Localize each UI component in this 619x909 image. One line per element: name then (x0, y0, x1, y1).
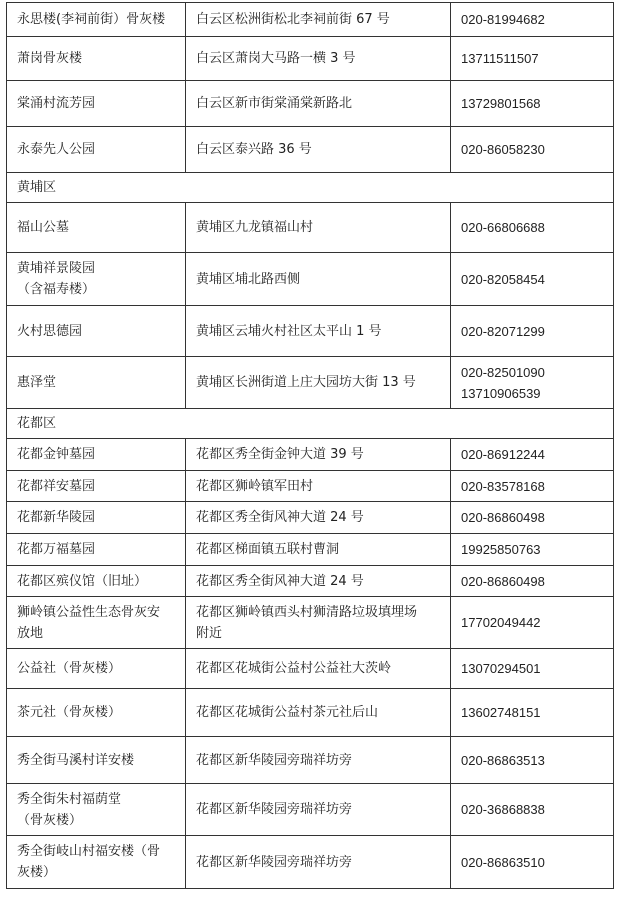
address-cell-text: 花都区狮岭镇军田村 (196, 478, 314, 494)
address-cell (186, 502, 451, 534)
facility-name-cell (7, 689, 186, 737)
address-cell (186, 127, 451, 173)
table-row (7, 306, 614, 357)
address-cell-text: 白云区新市街棠涌棠新路北 (196, 96, 353, 111)
facility-name-cell-text: 火村思德园 (17, 323, 83, 339)
facility-name-cell-text: 秀全街岐山村福安楼（骨 灰楼） (17, 844, 161, 880)
table-row (7, 649, 614, 689)
facility-name-cell (7, 3, 186, 37)
address-cell-text: 花都区梯面镇五联村曹洞 (196, 542, 340, 557)
address-cell (186, 81, 451, 127)
phone-cell (451, 81, 614, 127)
facility-name-cell (7, 534, 186, 566)
address-cell (186, 37, 451, 81)
address-cell-text: 白云区松洲街松北李祠前街 67 号 (196, 12, 390, 27)
phone-cell-text: 020-86912244 (461, 447, 545, 462)
facility-name-cell (7, 203, 186, 253)
table-row (7, 357, 614, 409)
address-cell (186, 3, 451, 37)
phone-cell-text: 020-86863513 (461, 752, 545, 768)
phone-cell (451, 597, 614, 649)
facility-name-cell-text: 福山公墓 (17, 220, 70, 235)
table-row (7, 737, 614, 784)
address-cell (186, 306, 451, 357)
phone-cell-text: 020-86058230 (461, 142, 545, 157)
facility-name-cell (7, 597, 186, 649)
section-title: 花都区 (7, 409, 614, 439)
facility-name-cell-text: 永思楼(李祠前街）骨灰楼 (17, 12, 166, 27)
phone-cell (451, 357, 614, 409)
facility-name-cell-text: 萧岗骨灰楼 (17, 51, 83, 66)
phone-cell-text: 020-83578168 (461, 478, 545, 494)
facility-name-cell (7, 357, 186, 409)
address-cell-text: 花都区新华陵园旁瑞祥坊旁 (196, 752, 353, 768)
table-row (7, 784, 614, 836)
table-row (7, 836, 614, 889)
address-cell-text: 花都区花城街公益村公益社大茨岭 (196, 661, 392, 676)
phone-cell (451, 471, 614, 502)
table-row (7, 439, 614, 471)
facility-name-cell-text: 惠泽堂 (17, 375, 57, 390)
facility-name-cell (7, 439, 186, 471)
phone-cell (451, 37, 614, 81)
facility-name-cell-text: 永泰先人公园 (17, 142, 96, 157)
phone-cell-text: 13711511507 (461, 51, 539, 66)
phone-cell (451, 534, 614, 566)
table-row (7, 534, 614, 566)
address-cell-text: 花都区新华陵园旁瑞祥坊旁 (196, 854, 353, 870)
phone-cell-text: 020-86863510 (461, 854, 545, 870)
phone-cell-text: 19925850763 (461, 542, 541, 557)
address-cell-text: 花都区新华陵园旁瑞祥坊旁 (196, 802, 353, 817)
address-cell-text: 黄埔区长洲街道上庄大园坊大街 13 号 (196, 375, 416, 390)
facility-name-cell-text: 秀全街朱村福荫堂 （骨灰楼） (17, 791, 122, 828)
table-row (7, 127, 614, 173)
address-cell (186, 689, 451, 737)
facility-name-cell (7, 649, 186, 689)
address-cell-text: 白云区泰兴路 36 号 (196, 142, 312, 157)
phone-cell-text: 17702049442 (461, 615, 541, 630)
address-cell-text: 花都区秀全街风神大道 24 号 (196, 573, 364, 589)
phone-cell (451, 649, 614, 689)
phone-cell-text: 020-66806688 (461, 220, 545, 235)
address-cell-text: 黄埔区九龙镇福山村 (196, 220, 314, 235)
facility-name-cell-text: 茶元社（骨灰楼） (17, 705, 122, 720)
address-cell (186, 597, 451, 649)
section-header-row (7, 173, 614, 203)
table-row (7, 566, 614, 597)
table-row (7, 471, 614, 502)
facility-name-cell-text: 狮岭镇公益性生态骨灰安 放地 (17, 604, 161, 641)
address-cell (186, 566, 451, 597)
table-body (7, 3, 614, 889)
address-cell-text: 黄埔区云埔火村社区太平山 1 号 (196, 323, 382, 339)
table-row (7, 689, 614, 737)
phone-cell-text: 020-81994682 (461, 12, 545, 27)
phone-cell (451, 689, 614, 737)
facility-name-cell (7, 566, 186, 597)
phone-cell-text: 020-82501090 13710906539 (461, 364, 545, 401)
table-row (7, 253, 614, 306)
phone-cell (451, 502, 614, 534)
phone-cell-text: 020-36868838 (461, 802, 545, 817)
phone-cell-text: 13070294501 (461, 661, 541, 676)
address-cell (186, 253, 451, 306)
facility-name-cell-text: 花都祥安墓园 (17, 478, 96, 494)
address-cell-text: 白云区萧岗大马路一横 3 号 (196, 51, 356, 66)
phone-cell (451, 3, 614, 37)
address-cell (186, 649, 451, 689)
facility-name-cell (7, 471, 186, 502)
facility-name-cell (7, 836, 186, 889)
table-row (7, 502, 614, 534)
table-row (7, 37, 614, 81)
facility-name-cell-text: 公益社（骨灰楼） (17, 661, 122, 676)
facility-name-cell-text: 花都新华陵园 (17, 510, 96, 525)
facility-name-cell (7, 737, 186, 784)
facility-name-cell (7, 81, 186, 127)
phone-cell-text: 020-86860498 (461, 510, 545, 525)
phone-cell-text: 13602748151 (461, 705, 541, 720)
phone-cell (451, 784, 614, 836)
table-row (7, 203, 614, 253)
cemetery-directory-table (6, 2, 614, 889)
phone-cell (451, 737, 614, 784)
table-row (7, 597, 614, 649)
address-cell-text: 花都区狮岭镇西头村狮清路垃圾填埋场 附近 (196, 604, 418, 641)
phone-cell (451, 127, 614, 173)
phone-cell (451, 566, 614, 597)
phone-cell-text: 020-82058454 (461, 271, 545, 287)
facility-name-cell (7, 127, 186, 173)
phone-cell-text: 020-82071299 (461, 323, 545, 339)
facility-name-cell-text: 花都区殡仪馆（旧址） (17, 573, 148, 589)
phone-cell (451, 836, 614, 889)
facility-name-cell (7, 306, 186, 357)
facility-name-cell-text: 秀全街马溪村详安楼 (17, 752, 135, 768)
address-cell (186, 439, 451, 471)
address-cell (186, 784, 451, 836)
address-cell (186, 357, 451, 409)
phone-cell (451, 439, 614, 471)
facility-name-cell-text: 花都万福墓园 (17, 542, 96, 557)
address-cell-text: 花都区花城街公益村茶元社后山 (196, 705, 379, 720)
phone-cell-text: 13729801568 (461, 96, 541, 111)
facility-name-cell (7, 253, 186, 306)
facility-name-cell-text: 花都金钟墓园 (17, 447, 96, 462)
address-cell-text: 黄埔区埔北路西侧 (196, 271, 301, 287)
section-title: 黄埔区 (7, 173, 614, 203)
address-cell (186, 737, 451, 784)
table-row (7, 3, 614, 37)
address-cell-text: 花都区秀全街风神大道 24 号 (196, 510, 364, 525)
section-header-row (7, 409, 614, 439)
phone-cell (451, 253, 614, 306)
phone-cell (451, 203, 614, 253)
table-row (7, 81, 614, 127)
facility-name-cell (7, 37, 186, 81)
facility-name-cell (7, 502, 186, 534)
phone-cell-text: 020-86860498 (461, 573, 545, 589)
phone-cell (451, 306, 614, 357)
facility-name-cell-text: 棠涌村流芳园 (17, 96, 96, 111)
address-cell (186, 203, 451, 253)
facility-name-cell (7, 784, 186, 836)
address-cell (186, 836, 451, 889)
facility-name-cell-text: 黄埔祥景陵园 （含福寿楼） (17, 261, 96, 297)
address-cell-text: 花都区秀全街金钟大道 39 号 (196, 447, 364, 462)
address-cell (186, 471, 451, 502)
address-cell (186, 534, 451, 566)
